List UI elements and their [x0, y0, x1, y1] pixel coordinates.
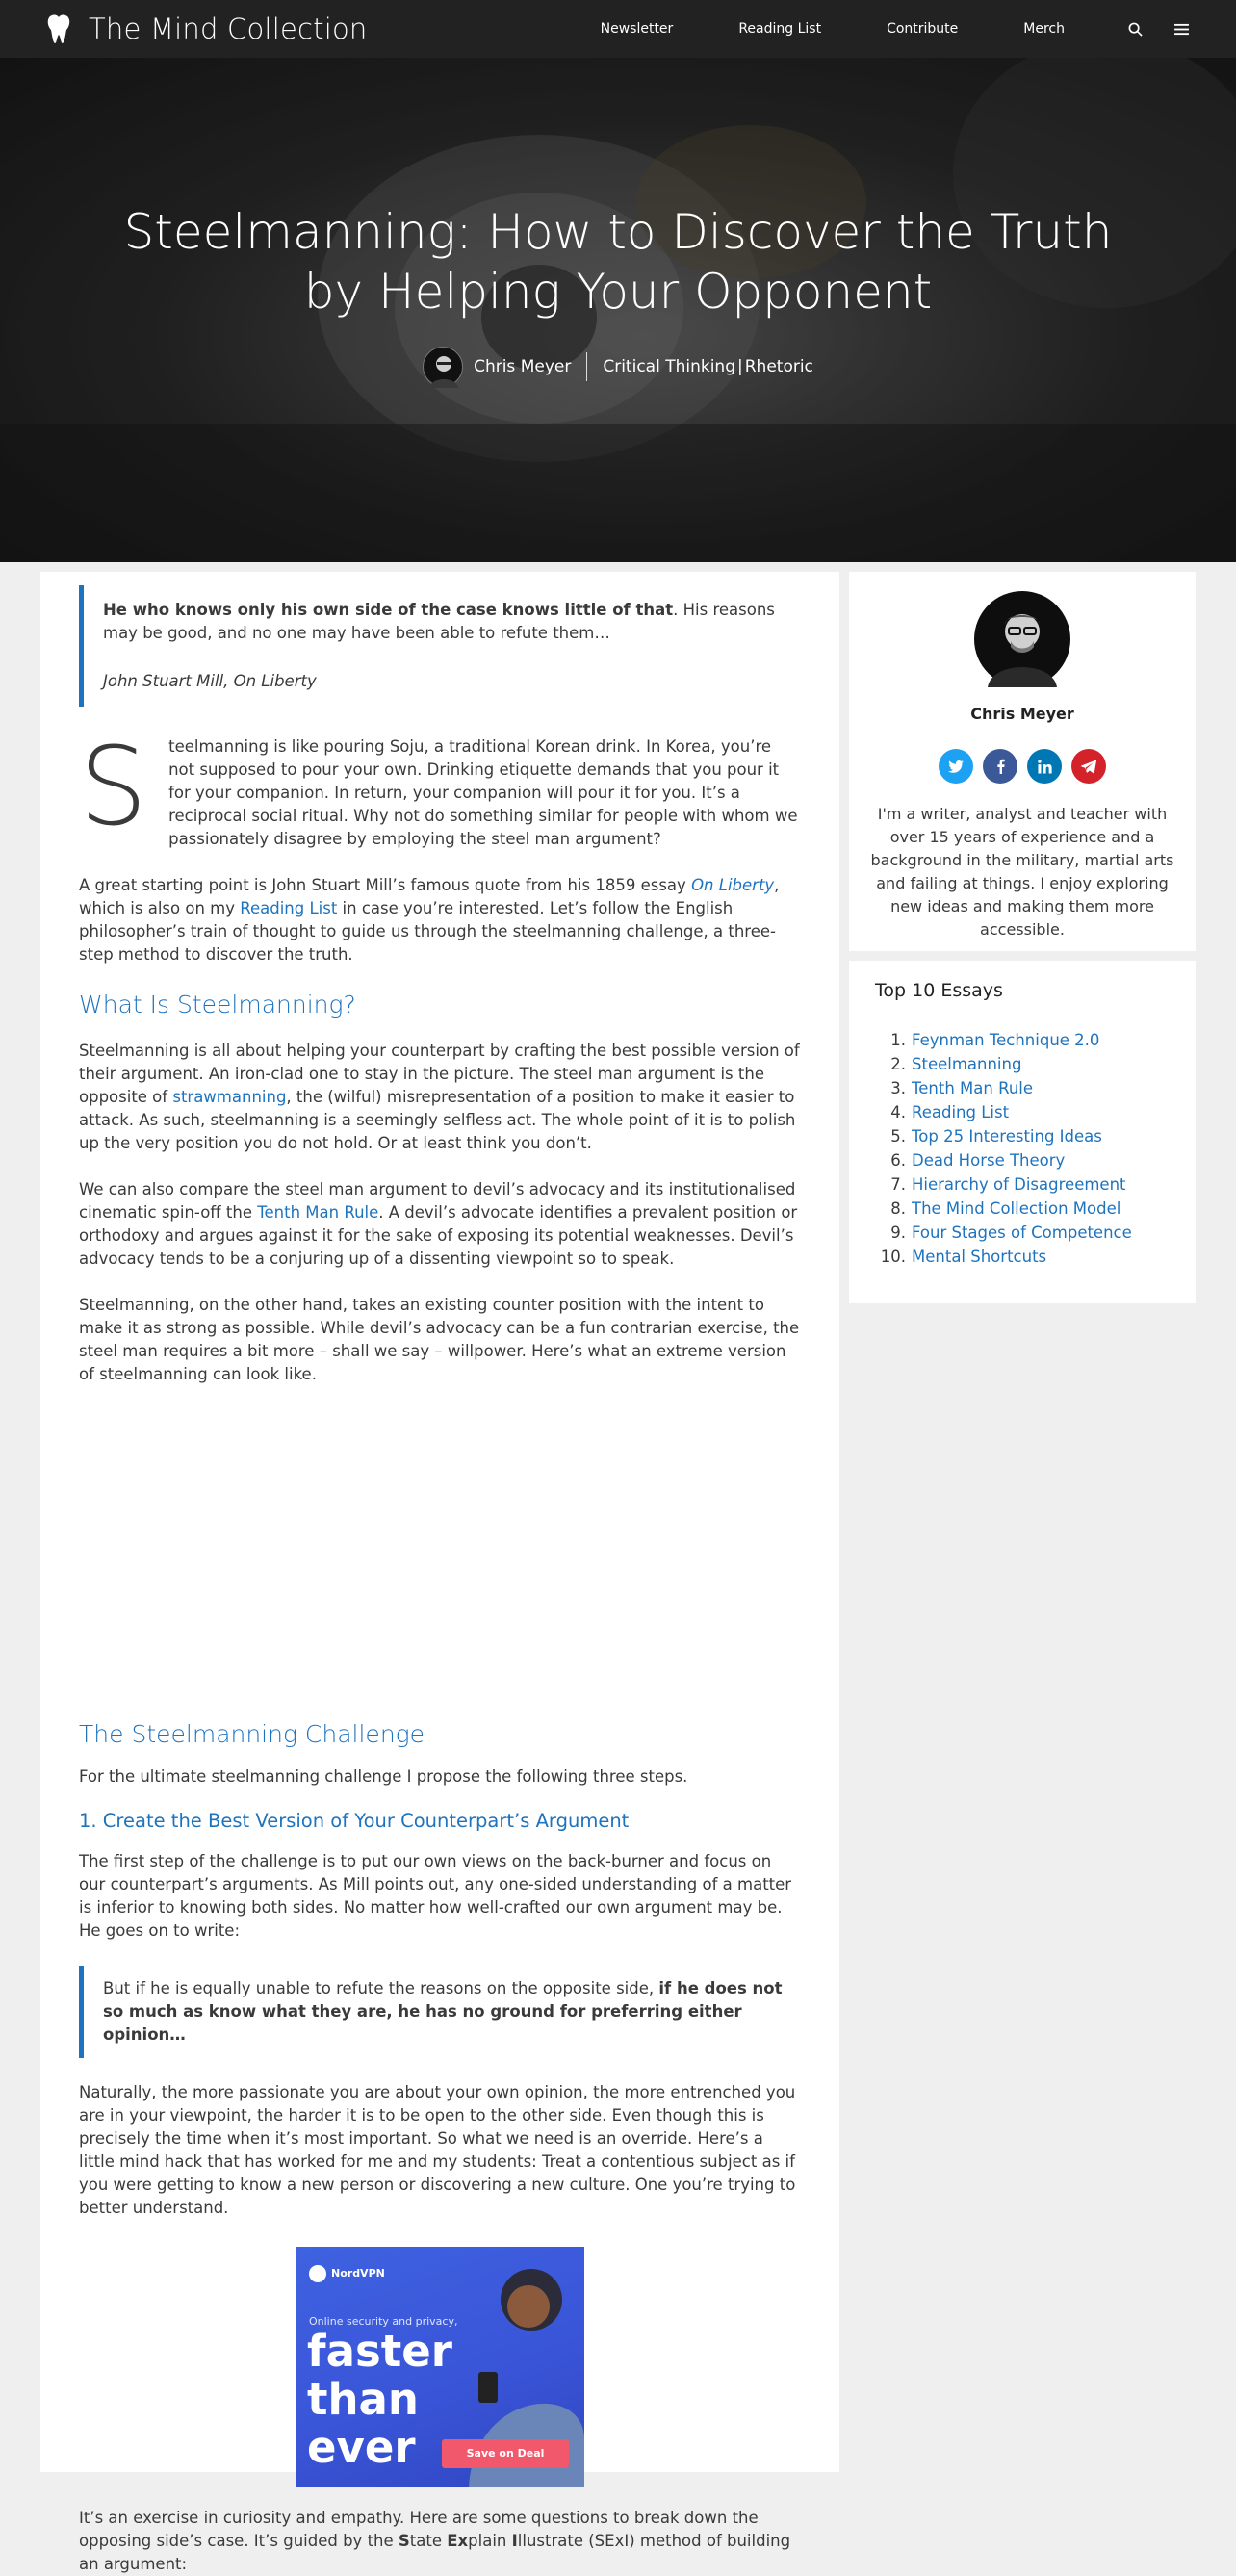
sidebar-author-avatar[interactable] — [974, 591, 1070, 687]
site-title[interactable]: The Mind Collection — [89, 13, 368, 45]
text-span: tate — [409, 2532, 448, 2550]
bold-letter: Ex — [447, 2532, 469, 2550]
opening-quote — [79, 585, 801, 707]
list-item — [875, 1028, 1183, 1052]
intro-text: teelmanning is like pouring Soju, a traditional Korean drink. In Korea, you’re not supposed to pour your own. Drinking etiquette demands that you pour it for your companion. In return, your companion will pour it for you. It’s a reciprocal social ritual. Why not do something similar for people with whom we passionately disagree by employing the steel man argument? — [168, 737, 798, 848]
quote-citation: John Stuart Mill, On Liberty — [103, 672, 317, 690]
text-span: . A devil’s advocate identifies a prevalent position or orthodoxy and argues against it for the sake of exposing its potential weaknesses. Devil’s advocacy tends to be a conjuring up of a dissenting viewpoint so to speak. — [79, 1203, 798, 1268]
list-number: 6. — [890, 1151, 906, 1170]
article-title: Steelmanning: How to Discover the Truth by Helping Your Opponent — [123, 204, 1113, 320]
search-icon[interactable] — [1126, 20, 1144, 38]
ad-tagline: Online security and privacy, — [309, 2315, 458, 2328]
quote-bold-text: if he does not so much as know what they are, he has no ground for preferring either opinion… — [103, 1979, 783, 2044]
category-critical-thinking[interactable]: Critical Thinking — [603, 357, 735, 376]
category-separator: | — [737, 357, 743, 376]
nav-merch[interactable]: Merch — [1023, 21, 1065, 37]
hamburger-menu-icon[interactable] — [1172, 20, 1190, 38]
quote-rest-text: . His reasons may be good, and no one may have been able to refute them… — [103, 601, 775, 642]
essay-link[interactable]: Dead Horse Theory — [912, 1151, 1066, 1170]
article-meta — [0, 347, 1236, 387]
social-links — [849, 749, 1196, 784]
bold-letter: I — [511, 2532, 518, 2550]
paragraph-back-burner: The first step of the challenge is to put our own views on the back-burner and focus on our counterpart’s arguments. As Mill points out, any one-sided understanding of a matter is inferior to knowing both sides. No matter how well-crafted our own argument may be. He goes on to write: — [79, 1852, 792, 1940]
essay-link[interactable]: Top 25 Interesting Ideas — [912, 1127, 1102, 1146]
category-rhetoric[interactable]: Rhetoric — [744, 357, 813, 376]
facebook-icon[interactable] — [983, 749, 1017, 784]
list-item — [875, 1172, 1183, 1197]
nav-contribute[interactable]: Contribute — [887, 21, 959, 37]
list-item — [875, 1221, 1183, 1245]
tenth-man-rule-link[interactable]: Tenth Man Rule — [257, 1203, 379, 1222]
author-name[interactable]: Chris Meyer — [474, 357, 572, 376]
author-bio: I'm a writer, analyst and teacher with over 15 years of experience and a background in the military, martial arts and failing at things. I enjoy exploring new ideas and making them more accessible. — [870, 805, 1174, 939]
nav-newsletter[interactable]: Newsletter — [600, 21, 674, 37]
list-item — [875, 1245, 1183, 1269]
list-item — [875, 1148, 1183, 1172]
heading-step-one: 1. Create the Best Version of Your Counterpart’s Argument — [79, 1810, 630, 1832]
text-span: llustrate (SExI) method of building an argument: — [79, 2532, 791, 2573]
list-item — [875, 1100, 1183, 1124]
list-item — [875, 1124, 1183, 1148]
sidebar-author-name: Chris Meyer — [970, 705, 1074, 723]
text-span: We can also compare the steel man argument to devil’s advocacy and its institutionalised cinematic spin-off the — [79, 1180, 796, 1222]
ad-headline-line: than — [307, 2374, 419, 2425]
list-number: 2. — [890, 1055, 906, 1073]
text-span: in case you’re interested. Let’s follow the English philosopher’s train of thought to guide us through the steelmanning challenge, a three-step method to discover the truth. — [79, 899, 776, 964]
list-number: 10. — [880, 1248, 906, 1266]
mill-quote — [79, 1966, 801, 2058]
quote-text — [103, 599, 801, 645]
top-essays-list — [875, 1028, 1183, 1269]
essay-link[interactable]: Mental Shortcuts — [912, 1248, 1047, 1266]
paragraph-sexi-method — [79, 2507, 801, 2576]
ad-headline — [307, 2328, 452, 2472]
hero-banner — [0, 58, 1236, 562]
essay-link[interactable]: Reading List — [912, 1103, 1010, 1121]
author-widget — [849, 572, 1196, 951]
text-span: , the (wilful) misrepresentation of a position to make it easier to attack. As such, steelmanning is a seemingly selfless act. The whole point of it is to polish up the very position you do not hold. Or at least think you don’t. — [79, 1088, 796, 1152]
drop-cap: S — [79, 725, 148, 850]
list-number: 1. — [890, 1031, 906, 1049]
list-number: 9. — [890, 1224, 906, 1242]
telegram-icon[interactable] — [1071, 749, 1106, 784]
intro-paragraph — [79, 725, 801, 851]
list-number: 7. — [890, 1175, 906, 1194]
top-essays-widget — [849, 961, 1196, 1303]
paragraph-mind-hack: Naturally, the more passionate you are about your own opinion, the more entrenched you are in your viewpoint, the harder it is to be open to the other side. Even though this is precisely the time when it’s most important. So what we need is an override. Here’s a little mind hack that has worked for me and my students: Treat a contentious subject as if you were getting to know a new person or discovering a new culture. One you’re trying to better understand. — [79, 2083, 796, 2217]
list-item — [875, 1076, 1183, 1100]
reading-list-link[interactable]: Reading List — [240, 899, 338, 917]
ad-brand-name: NordVPN — [331, 2267, 385, 2280]
main-menu — [601, 0, 1190, 58]
essay-link[interactable]: Hierarchy of Disagreement — [912, 1175, 1126, 1194]
strawmanning-link[interactable]: strawmanning — [172, 1088, 287, 1106]
text-span: A great starting point is John Stuart Mill’s famous quote from his 1859 essay — [79, 876, 692, 894]
nav-reading-list[interactable]: Reading List — [738, 21, 822, 37]
paragraph-devils-advocacy — [79, 1178, 801, 1271]
bold-letter: S — [398, 2532, 410, 2550]
essay-link[interactable]: Four Stages of Competence — [912, 1224, 1132, 1242]
text-span: , which is also on my — [79, 876, 780, 917]
twitter-icon[interactable] — [939, 749, 973, 784]
on-liberty-link[interactable]: On Liberty — [691, 876, 775, 894]
article-body — [79, 585, 801, 2576]
text-span: But if he is equally unable to refute the reasons on the opposite side, — [103, 1979, 659, 1997]
ad-cta-button[interactable]: Save on Deal — [442, 2439, 569, 2468]
heading-steelmanning-challenge: The Steelmanning Challenge — [79, 1720, 425, 1748]
paragraph-strawmanning — [79, 1040, 801, 1155]
top-navigation-bar — [0, 0, 1236, 58]
list-item — [875, 1197, 1183, 1221]
paragraph-three-steps: For the ultimate steelmanning challenge I propose the following three steps. — [79, 1767, 688, 1786]
text-span: It’s an exercise in curiosity and empathy. Here are some questions to break down the opposing side’s case. It’s guided by the — [79, 2509, 759, 2550]
author-avatar[interactable] — [423, 347, 463, 387]
paragraph-on-liberty — [79, 874, 801, 966]
nordvpn-logo-icon — [309, 2265, 326, 2282]
advertisement-banner[interactable] — [296, 2247, 584, 2487]
tooth-logo-icon — [46, 13, 71, 44]
paragraph-willpower: Steelmanning, on the other hand, takes an existing counter position with the intent to make it as strong as possible. While devil’s advocacy can be a fun contrarian exercise, the steel man requires a bit more – shall we say – willpower. Here’s what an extreme version of steelmanning can look like. — [79, 1296, 800, 1383]
article-container — [40, 572, 839, 2573]
text-span: Steelmanning is all about helping your counterpart by crafting the best possible version of their argument. An iron-clad one to stay in the picture. The steel man argument is the opposite of — [79, 1042, 800, 1106]
list-number: 5. — [890, 1127, 906, 1146]
heading-what-is-steelmanning: What Is Steelmanning? — [79, 991, 356, 1018]
list-number: 8. — [890, 1199, 906, 1218]
essay-link[interactable]: Steelmanning — [912, 1055, 1022, 1073]
list-number: 3. — [890, 1079, 906, 1097]
site-brand[interactable] — [46, 13, 367, 45]
ad-brand — [309, 2262, 385, 2285]
mill-quote-text — [103, 1977, 801, 2047]
embedded-media-area — [79, 1386, 801, 1696]
quote-bold-text: He who knows only his own side of the case knows little of that — [103, 601, 674, 619]
top-essays-title: Top 10 Essays — [875, 980, 1003, 1001]
essay-link[interactable]: The Mind Collection Model — [912, 1199, 1121, 1218]
text-span: plain — [468, 2532, 512, 2550]
linkedin-icon[interactable] — [1027, 749, 1062, 784]
essay-link[interactable]: Tenth Man Rule — [912, 1079, 1034, 1097]
essay-link[interactable]: Feynman Technique 2.0 — [912, 1031, 1100, 1049]
list-item — [875, 1052, 1183, 1076]
meta-divider — [586, 352, 587, 381]
ad-headline-line: faster — [307, 2326, 452, 2377]
list-number: 4. — [890, 1103, 906, 1121]
ad-headline-line: ever — [307, 2422, 416, 2473]
